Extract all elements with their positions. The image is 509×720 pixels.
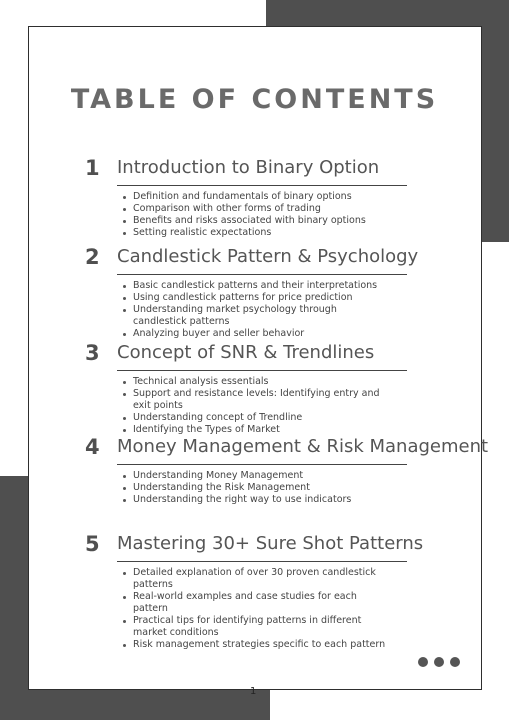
dot-icon	[418, 657, 428, 667]
page-number: 1	[250, 686, 257, 697]
toc-section	[85, 156, 485, 238]
dot-icon	[434, 657, 444, 667]
section-heading: Mastering 30+ Sure Shot Patterns	[117, 533, 424, 554]
bullet-item: Risk management strategies specific to each pattern	[121, 639, 391, 651]
section-heading: Candlestick Pattern & Psychology	[117, 246, 419, 267]
toc-section	[85, 245, 485, 339]
bullet-item: Understanding Money Management	[121, 470, 391, 482]
section-divider	[117, 274, 407, 275]
section-heading: Concept of SNR & Trendlines	[117, 342, 375, 363]
bullet-item: Understanding market psychology through candlestick patterns	[121, 304, 391, 328]
bullet-item: Using candlestick patterns for price prediction	[121, 292, 391, 304]
section-header	[85, 435, 489, 467]
section-bullet-list	[121, 191, 391, 239]
bullet-item: Comparison with other forms of trading	[121, 203, 391, 215]
page-title: TABLE OF CONTENTS	[70, 84, 439, 115]
section-divider	[117, 370, 407, 371]
section-bullet-list	[121, 567, 391, 651]
section-bullet-list	[121, 280, 391, 340]
section-divider	[117, 464, 407, 465]
section-heading: Money Management & Risk Management	[117, 436, 489, 457]
dot-icon	[450, 657, 460, 667]
bullet-item: Understanding the Risk Management	[121, 482, 391, 494]
more-dots-icon	[418, 657, 460, 667]
bullet-item: Identifying the Types of Market	[121, 424, 391, 436]
section-number: 1	[85, 156, 100, 180]
bullet-item: Basic candlestick patterns and their interpretations	[121, 280, 391, 292]
bullet-item: Understanding the right way to use indicators	[121, 494, 391, 506]
section-divider	[117, 561, 407, 562]
section-header	[85, 156, 485, 188]
section-number: 5	[85, 532, 100, 556]
toc-section	[85, 532, 485, 650]
section-bullet-list	[121, 376, 391, 436]
section-number: 4	[85, 435, 100, 459]
section-heading: Introduction to Binary Option	[117, 157, 380, 178]
bullet-item: Setting realistic expectations	[121, 227, 391, 239]
bullet-item: Understanding concept of Trendline	[121, 412, 391, 424]
toc-section	[85, 435, 489, 505]
section-number: 2	[85, 245, 100, 269]
bullet-item: Support and resistance levels: Identifying entry and exit points	[121, 388, 391, 412]
bullet-item: Benefits and risks associated with binary options	[121, 215, 391, 227]
bullet-item: Analyzing buyer and seller behavior	[121, 328, 391, 340]
section-header	[85, 532, 485, 564]
section-number: 3	[85, 341, 100, 365]
section-header	[85, 245, 485, 277]
section-divider	[117, 185, 407, 186]
toc-section	[85, 341, 485, 435]
section-header	[85, 341, 485, 373]
bullet-item: Real-world examples and case studies for each pattern	[121, 591, 391, 615]
section-bullet-list	[121, 470, 391, 506]
bullet-item: Detailed explanation of over 30 proven candlestick patterns	[121, 567, 391, 591]
bullet-item: Technical analysis essentials	[121, 376, 391, 388]
bullet-item: Definition and fundamentals of binary options	[121, 191, 391, 203]
bullet-item: Practical tips for identifying patterns in different market conditions	[121, 615, 391, 639]
